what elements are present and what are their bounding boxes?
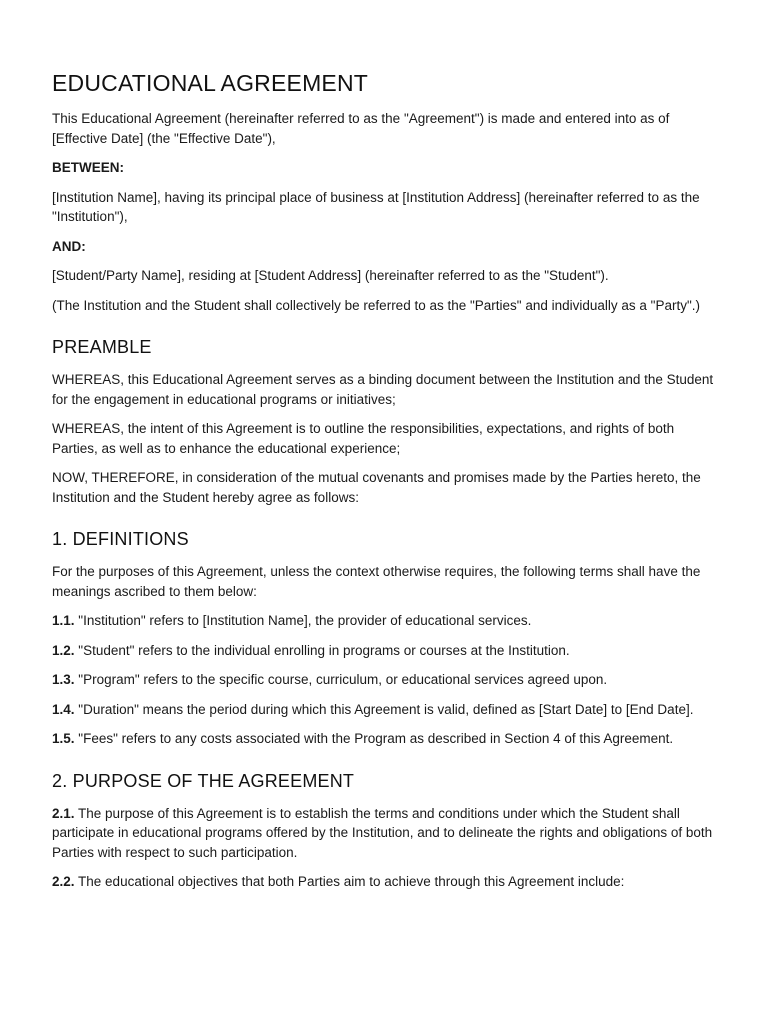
clause-number: 1.3. [52,672,75,687]
clause-number: 1.4. [52,701,75,717]
and-label: AND: [52,238,86,254]
definition-item [52,611,718,631]
clause-number: 1.5. [52,731,75,746]
institution-party-paragraph: [Institution Name], having its principal place of business at [Institution Address] (hereinafter referred to as the "Institution"), [52,189,700,224]
definition-item [52,700,718,720]
intro-paragraph: This Educational Agreement (hereinafter referred to as the "Agreement") is made and entered into as of [Effective Date] (the "Effective Date"), [52,111,670,146]
clause-number: 1.1. [52,613,75,628]
purpose-item [52,804,718,863]
preamble-paragraph: WHEREAS, the intent of this Agreement is to outline the responsibilities, expectations, and rights of both Parties, as well as to enhance the educational experience; [52,421,675,456]
purpose-heading: 2. PURPOSE OF THE AGREEMENT [52,770,355,791]
clause-text: "Institution" refers to [Institution Name], the provider of educational services. [74,613,532,628]
purpose-item [52,872,718,892]
clause-number: 2.2. [52,874,75,889]
definition-item [52,670,718,690]
clause-text: "Duration" means the period during which this Agreement is valid, defined as [Start Date] to [End Date]. [74,701,694,717]
definition-item [52,641,718,661]
collective-paragraph: (The Institution and the Student shall collectively be referred to as the "Parties" and individually as a "Party".) [52,297,701,313]
clause-text: "Program" refers to the specific course, curriculum, or educational services agreed upon. [74,672,608,687]
definitions-intro: For the purposes of this Agreement, unless the context otherwise requires, the following terms shall have the meanings ascribed to them below: [52,564,701,599]
clause-number: 1.2. [52,642,75,658]
between-label: BETWEEN: [52,160,124,175]
student-party-paragraph: [Student/Party Name], residing at [Student Address] (hereinafter referred to as the "Student"). [52,268,609,283]
document-title: EDUCATIONAL AGREEMENT [52,70,369,96]
clause-text: "Student" refers to the individual enrolling in programs or courses at the Institution. [74,642,570,658]
definition-item [52,729,718,749]
clause-text: "Fees" refers to any costs associated with the Program as described in Section 4 of this Agreement. [74,731,674,746]
clause-text: The purpose of this Agreement is to establish the terms and conditions under which the Student shall participate in educational programs offered by the Institution, and to delineate the rights and obligations of both Parties with respect to such participation. [52,805,713,860]
clause-text: The educational objectives that both Parties aim to achieve through this Agreement include: [74,874,625,889]
clause-number: 2.1. [52,805,75,821]
definitions-heading: 1. DEFINITIONS [52,529,189,549]
preamble-paragraph: WHEREAS, this Educational Agreement serves as a binding document between the Institution and the Student for the engagement in educational programs or initiatives; [52,372,714,407]
preamble-heading: PREAMBLE [52,337,152,357]
preamble-paragraph: NOW, THEREFORE, in consideration of the mutual covenants and promises made by the Parties hereto, the Institution and the Student hereby agree as follows: [52,470,701,505]
